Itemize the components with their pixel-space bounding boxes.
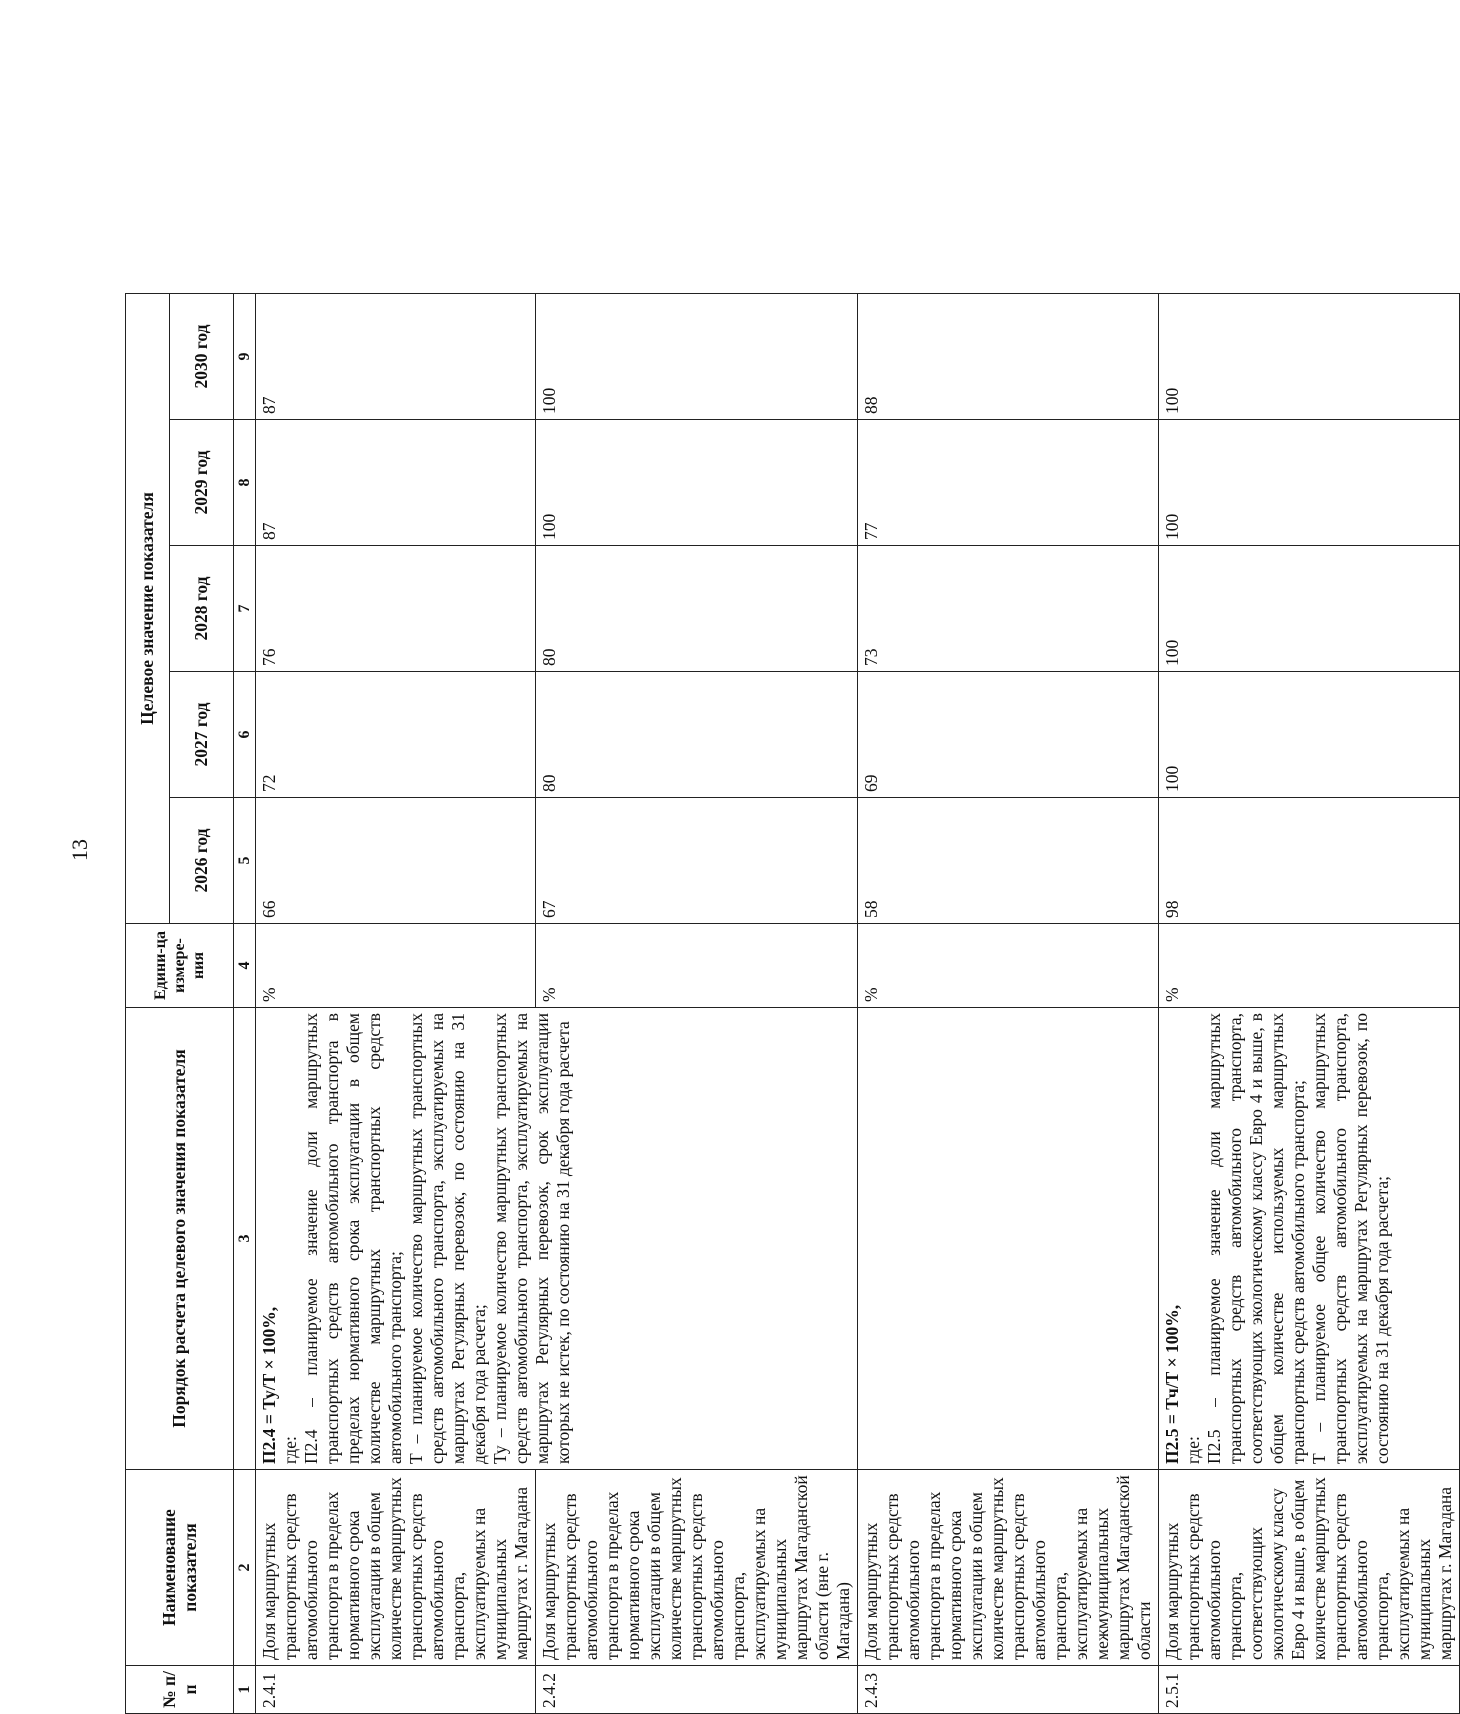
header-year: 2027 год bbox=[170, 672, 234, 798]
unit-cell: % bbox=[536, 924, 858, 1008]
value-cell: 80 bbox=[536, 672, 858, 798]
method-line: где: bbox=[1183, 1436, 1204, 1464]
value-cell: 67 bbox=[536, 798, 858, 924]
header-method: Порядок расчета целевого значения показателя bbox=[126, 1008, 234, 1470]
value-cell: 98 bbox=[1159, 798, 1460, 924]
value-cell: 100 bbox=[1159, 546, 1460, 672]
header-year: 2028 год bbox=[170, 546, 234, 672]
value-cell: 66 bbox=[256, 798, 536, 924]
column-number: 2 bbox=[234, 1470, 256, 1666]
indicator-name: Доля маршрутных транспортных средств автомобильного транспорта в пределах нормативного срока эксплуатации в общем количестве маршрутных транспортных средств автомобильного транспорта, эксплуатируемых на муниципальных маршрутах Магаданской области (вне г. Магадана) bbox=[536, 1470, 858, 1666]
formula: П2.4 = Ту/Т × 100%, bbox=[259, 1306, 280, 1464]
value-cell: 69 bbox=[858, 672, 1159, 798]
unit-cell: % bbox=[1159, 924, 1460, 1008]
value-cell: 73 bbox=[858, 546, 1159, 672]
value-cell: 87 bbox=[256, 293, 536, 419]
method-line: П2.4 – планируемое значение доли маршрутных транспортных средств автомобильного транспорта в пределах нормативного срока эксплуатации в общем количестве маршрутных транспортных средств автомобильного транспорта; bbox=[301, 1013, 406, 1464]
table-row bbox=[536, 293, 858, 1713]
row-number: 2.4.1 bbox=[256, 1666, 536, 1714]
value-cell: 100 bbox=[1159, 420, 1460, 546]
column-number: 1 bbox=[234, 1666, 256, 1714]
value-cell: 100 bbox=[1159, 672, 1460, 798]
formula: П2.5 = Тч/Т × 100%, bbox=[1162, 1304, 1183, 1464]
method-line: Т – планируемое общее количество маршрутных транспортных средств автомобильного транспорта, эксплуатируемых на маршрутах Регулярных перевозок, по состоянию на 31 декабря года расчета; bbox=[1309, 1013, 1393, 1464]
method-line: П2.5 – планируемое значение доли маршрутных транспортных средств автомобильного транспорта, соответствующих экологическому классу Евро 4 и выше, в общем количестве используемых маршрутных транспортных средств автомобильного транспорта; bbox=[1204, 1013, 1309, 1464]
value-cell: 58 bbox=[858, 798, 1159, 924]
header-num: № п/п bbox=[126, 1666, 234, 1714]
unit-cell: % bbox=[256, 924, 536, 1008]
column-number: 9 bbox=[234, 293, 256, 419]
value-cell: 72 bbox=[256, 672, 536, 798]
column-number: 4 bbox=[234, 924, 256, 1008]
row-number: 2.4.3 bbox=[858, 1666, 1159, 1714]
calculation-method bbox=[1159, 1008, 1460, 1470]
value-cell: 76 bbox=[256, 546, 536, 672]
header-year: 2030 год bbox=[170, 293, 234, 419]
header-name: Наименование показателя bbox=[126, 1470, 234, 1666]
table-row bbox=[858, 293, 1159, 1713]
header-year: 2026 год bbox=[170, 798, 234, 924]
row-number: 2.4.2 bbox=[536, 1666, 858, 1714]
value-cell: 77 bbox=[858, 420, 1159, 546]
row-number: 2.5.1 bbox=[1159, 1666, 1460, 1714]
method-line: Т – планируемое количество маршрутных транспортных средств автомобильного транспорта, эксплуатируемых на маршрутах Регулярных перевозок, по состоянию на 31 декабря года расчета; bbox=[406, 1013, 490, 1464]
indicator-name: Доля маршрутных транспортных средств автомобильного транспорта в пределах нормативного срока эксплуатации в общем количестве маршрутных транспортных средств автомобильного транспорта, эксплуатируемых на муниципальных маршрутах г. Магадана bbox=[256, 1470, 536, 1666]
rotated-table-sheet bbox=[125, 294, 1456, 1714]
method-line: Ту – планируемое количество маршрутных транспортных средств автомобильного транспорта, эксплуатируемых на маршрутах Регулярных перевозок, срок эксплуатации которых не истек, по состоянию на 31 декабря года расчета bbox=[490, 1013, 574, 1464]
value-cell: 100 bbox=[536, 420, 858, 546]
table-row bbox=[1159, 293, 1460, 1713]
indicator-table bbox=[125, 293, 1460, 1714]
value-cell: 80 bbox=[536, 546, 858, 672]
column-number: 8 bbox=[234, 420, 256, 546]
unit-cell: % bbox=[858, 924, 1159, 1008]
indicator-name: Доля маршрутных транспортных средств автомобильного транспорта, соответствующих экологическому классу Евро 4 и выше, в общем количестве маршрутных транспортных средств автомобильного транспорта, эксплуатируемых на муниципальных маршрутах г. Магадана bbox=[1159, 1470, 1460, 1666]
calculation-method bbox=[256, 1008, 858, 1470]
calculation-method-empty bbox=[858, 1008, 1159, 1470]
header-target: Целевое значение показателя bbox=[126, 293, 170, 923]
column-number: 7 bbox=[234, 546, 256, 672]
value-cell: 100 bbox=[1159, 293, 1460, 419]
column-number: 6 bbox=[234, 672, 256, 798]
table-row bbox=[256, 293, 536, 1713]
column-number: 5 bbox=[234, 798, 256, 924]
indicator-name: Доля маршрутных транспортных средств автомобильного транспорта в пределах нормативного срока эксплуатации в общем количестве маршрутных транспортных средств автомобильного транспорта, эксплуатируемых на межмуниципальных маршрутах Магаданской области bbox=[858, 1470, 1159, 1666]
method-line: где: bbox=[280, 1436, 301, 1464]
header-year: 2029 год bbox=[170, 420, 234, 546]
page-number: 13 bbox=[67, 839, 92, 861]
header-unit: Едини-ца измере-ния bbox=[126, 924, 234, 1008]
value-cell: 87 bbox=[256, 420, 536, 546]
value-cell: 88 bbox=[858, 293, 1159, 419]
value-cell: 100 bbox=[536, 293, 858, 419]
column-number: 3 bbox=[234, 1008, 256, 1470]
